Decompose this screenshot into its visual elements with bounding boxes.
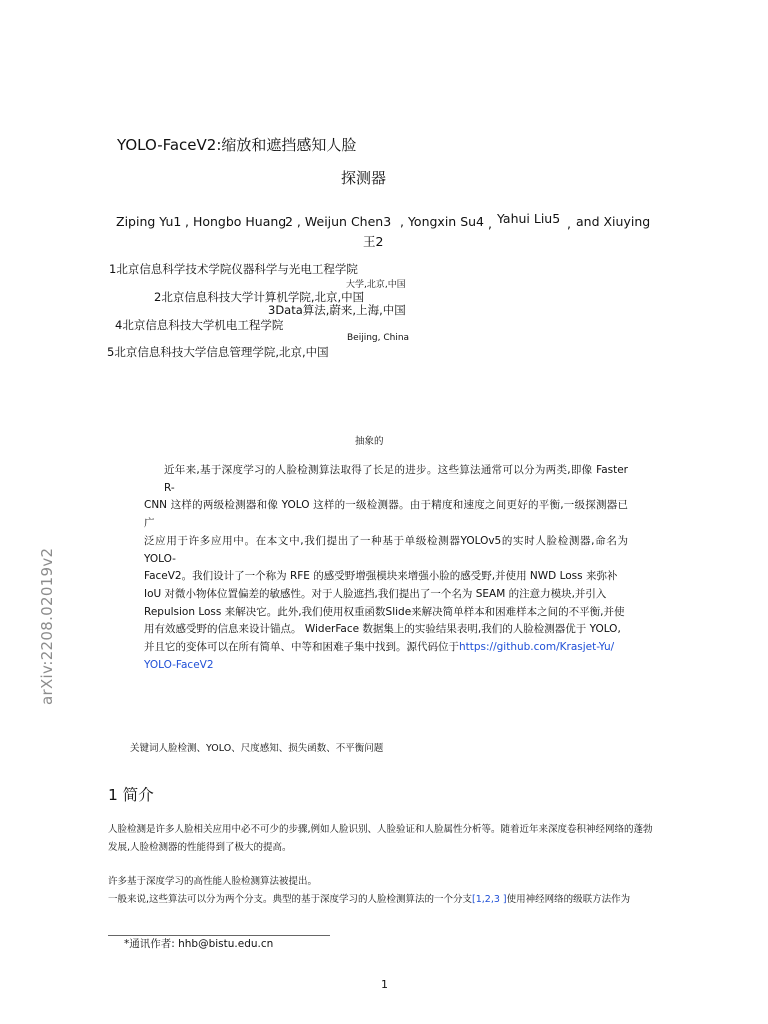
author-separator: , [567,216,571,231]
paragraph-text: 使用神经网络的级联方法作为 [506,893,631,905]
abstract-line: Repulsion Loss 来解决它。此外,我们使用权重函数Slide来解决简单样本和困难样本之间的不平衡,并使 [144,605,625,618]
intro-paragraph-2 [108,873,668,908]
affiliation-5: 5北京信息科技大学信息管理学院,北京,中国 [107,345,329,359]
author-4: , Yongxin Su4 [400,214,485,229]
affiliation-4: 4北京信息科技大学机电工程学院 [115,318,284,332]
author-1: Ziping Yu1 [116,214,182,229]
paper-title-line2: 探测器 [341,169,387,187]
abstract-line: 用有效感受野的信息来设计锚点。 WiderFace 数据集上的实验结果表明,我们的人脸检测器优于 YOLO, [144,623,621,636]
abstract-body [144,462,628,674]
paragraph-text: 一般来说,这些算法可以分为两个分支。典型的基于深度学习的人脸检测算法的一个分支 [108,893,473,905]
paper-title-line1: YOLO-FaceV2:缩放和遮挡感知人脸 [117,136,357,154]
author-2: , Hongbo Huang [185,214,287,229]
affiliation-1: 1北京信息科学技术学院仪器科学与光电工程学院 [109,262,358,276]
abstract-line: CNN 这样的两级检测器和像 YOLO 这样的一级检测器。由于精度和速度之间更好的平衡,一级探测器已广 [144,499,628,530]
abstract-line: 泛应用于许多应用中。在本文中,我们提出了一种基于单级检测器YOLOv5的实时人脸检测器,命名为YOLO- [144,534,628,565]
arxiv-identifier-stamp: arXiv:2208.02019v2 [38,547,56,705]
paragraph-line: 发展,人脸检测器的性能得到了极大的提高。 [108,841,292,853]
affiliation-4-continued: Beijing, China [347,333,410,343]
keywords: 关键词人脸检测、YOLO、尺度感知、损失函数、不平衡问题 [130,743,384,754]
author-6: and Xiuying [576,214,651,229]
source-code-link[interactable]: https://github.com/Krasjet-Yu/ [459,641,615,654]
corresponding-author-footnote: *通讯作者: hhb@bistu.edu.cn [124,938,274,950]
abstract-line [144,639,628,657]
author-3: 2 , Weijun Chen3 [285,214,392,229]
paragraph-line [108,891,668,909]
paragraph-line: 许多基于深度学习的高性能人脸检测算法被提出。 [108,876,318,887]
paragraph-line: 人脸检测是许多人脸相关应用中必不可少的步骤,例如人脸识别、人脸验证和人脸属性分析等。随着近年来深度卷积神经网络的蓬勃 [108,824,653,835]
source-code-link-continued[interactable]: YOLO-FaceV2 [144,658,214,671]
affiliation-3: 3Data算法,蔚来,上海,中国 [268,303,406,317]
section-heading-introduction: 1 简介 [108,786,154,804]
intro-paragraph-1 [108,821,668,856]
author-6-continued: 王2 [363,234,384,249]
abstract-line: IoU 对微小物体位置偏差的敏感性。对于人脸遮挡,我们提出了一个名为 SEAM 的注意力模块,并引入 [144,587,607,600]
affiliation-2: 2北京信息科技大学计算机学院,北京,中国 [154,290,365,304]
abstract-heading: 抽象的 [355,436,384,447]
author-5: Yahui Liu5 [497,211,561,226]
affiliation-1-continued: 大学,北京,中国 [346,280,406,290]
abstract-line: 近年来,基于深度学习的人脸检测算法取得了长足的进步。这些算法通常可以分为两类,即像 Faster R- [164,464,628,494]
page-number: 1 [381,978,388,991]
abstract-text: 并且它的变体可以在所有简单、中等和困难子集中找到。源代码位于 [144,641,459,654]
abstract-line: FaceV2。我们设计了一个称为 RFE 的感受野增强模块来增强小脸的感受野,并使用 NWD Loss 来弥补 [144,570,618,583]
author-separator: , [488,216,492,231]
abstract-line [144,657,628,675]
citation-link[interactable]: [1,2,3 ] [472,893,507,905]
